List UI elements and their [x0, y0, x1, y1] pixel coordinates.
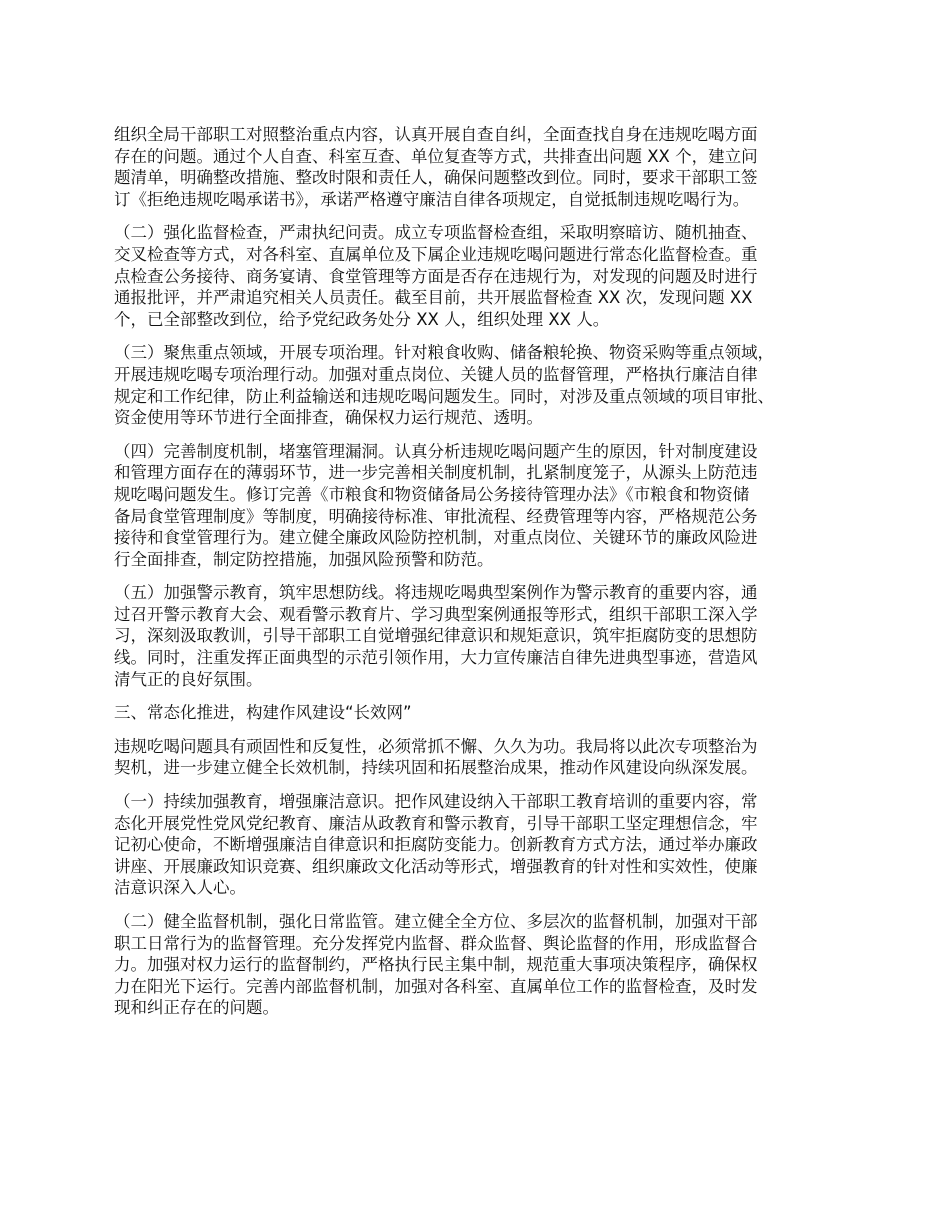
- paragraph-institutions: （四）完善制度机制，堵塞管理漏洞。认真分析违规吃喝问题产生的原因，针对制度建设 和管理方面存在的薄弱环节，进一步完善相关制度机制，扎紧制度笼子，从源头上防范违 规吃喝问题发生。修订完善《市粮食和物资储备局公务接待管理办法》《市粮食和物资储 备局食堂管理制度》等制度，明确接待标准、审批流程、经费管理等内容，严格规范公务 接待和食堂管理行为。建立健全廉政风险防控机制，对重点岗位、关键环节的廉政风险进 行全面排查，制定防控措施，加强风险预警和防范。: [114, 441, 758, 569]
- paragraph-key-areas: （三）聚焦重点领域，开展专项治理。针对粮食收购、储备粮轮换、物资采购等重点领域， 开展违规吃喝专项治理行动。加强对重点岗位、关键人员的监督管理，严格执行廉洁自律 规定和工作纪律，防止利益输送和违规吃喝问题发生。同时，对涉及重点领域的项目审批、 资金使用等环节进行全面排查，确保权力运行规范、透明。: [114, 343, 774, 428]
- section-heading-long-term: 三、常态化推进，构建作风建设“长效网”: [114, 703, 412, 723]
- document-body: [114, 124, 859, 1031]
- paragraph-supervision-mechanism: （二）健全监督机制，强化日常监管。建立健全全方位、多层次的监督机制，加强对干部 职工日常行为的监督管理。充分发挥党内监督、群众监督、舆论监督的作用，形成监督合 力。加强对权力运行的监督制约，严格执行民主集中制，规范重大事项决策程序，确保权 力在阳光下运行。完善内部监督机制，加强对各科室、直属单位工作的监督检查，及时发 现和纠正存在的问题。: [114, 912, 758, 1018]
- paragraph-self-inspection: 组织全局干部职工对照整治重点内容，认真开展自查自纠，全面查找自身在违规吃喝方面 存在的问题。通过个人自查、科室互查、单位复查等方式，共排查出问题 XX 个，建立问 题清单，明确整改措施、整改时限和责任人，确保问题整改到位。同时，要求干部职工签 订《拒绝违规吃喝承诺书》，承诺严格遵守廉洁自律各项规定，自觉抵制违规吃喝行为。: [114, 125, 758, 209]
- paragraph-warning-education: （五）加强警示教育，筑牢思想防线。将违规吃喝典型案例作为警示教育的重要内容，通 过召开警示教育大会、观看警示教育片、学习典型案例通报等形式，组织干部职工深入学 习，深刻汲取教训，引导干部职工自觉增强纪律意识和规矩意识，筑牢拒腐防变的思想防 线。同时，注重发挥正面典型的示范引领作用，大力宣传廉洁自律先进典型事迹，营造风 清气正的良好氛围。: [114, 583, 758, 689]
- paragraph-education: （一）持续加强教育，增强廉洁意识。把作风建设纳入干部职工教育培训的重要内容，常 态化开展党性党风党纪教育、廉洁从政教育和警示教育，引导干部职工坚定理想信念，牢 记初心使命，不断增强廉洁自律意识和拒腐防变能力。创新教育方式方法，通过举办廉政 讲座、开展廉政知识竞赛、组织廉政文化活动等形式，增强教育的针对性和实效性，使廉 洁意识深入人心。: [114, 792, 758, 898]
- paragraph-long-term-intro: 违规吃喝问题具有顽固性和反复性，必须常抓不懈、久久为功。我局将以此次专项整治为 契机，进一步建立健全长效机制，持续巩固和拓展整治成果，推动作风建设向纵深发展。: [114, 736, 758, 778]
- paragraph-supervision: （二）强化监督检查，严肃执纪问责。成立专项监督检查组，采取明察暗访、随机抽查、 交叉检查等方式，对各科室、直属单位及下属企业违规吃喝问题进行常态化监督检查。重 点检查公务接待、商务宴请、食堂管理等方面是否存在违规行为，对发现的问题及时进行 通报批评，并严肃追究相关人员责任。截至目前，共开展监督检查 XX 次，发现问题 XX 个，已全部整改到位，给予党纪政务处分 XX 人，组织处理 XX 人。: [114, 223, 758, 329]
